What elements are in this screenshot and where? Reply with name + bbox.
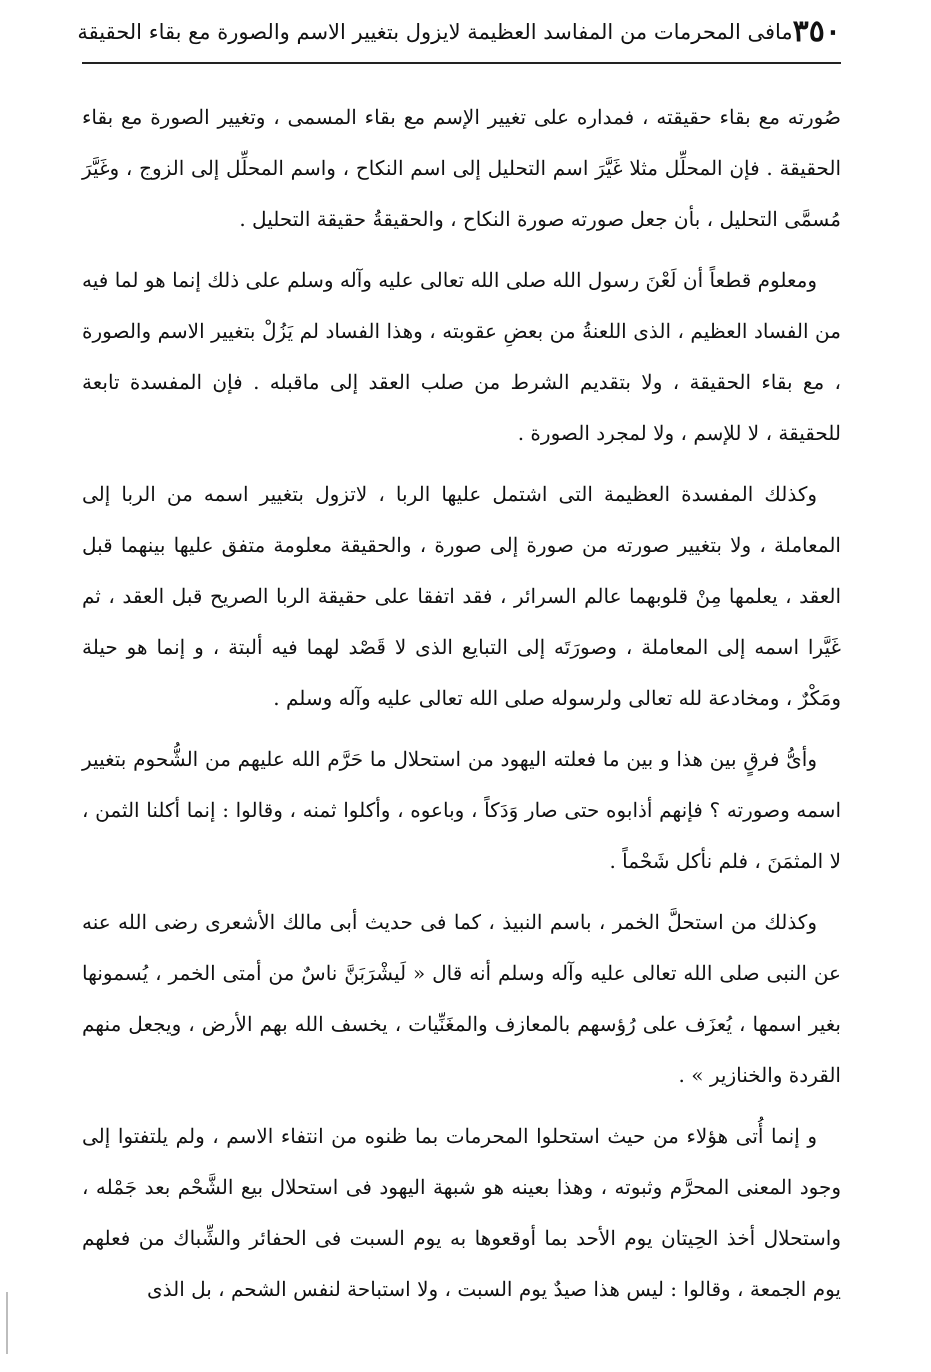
paragraph-4: وأىُّ فرقٍ بين هذا و بين ما فعلته اليهود من استحلال ما حَرَّم الله عليهم من الشُّحوم بتغيير اسمه وصورته ؟ فإنهم أذابوه حتى صار وَدَكاً ، وباعوه ، وأكلوا ثمنه ، وقالوا : إنما أكلنا الثمن ، لا المثمَنَ ، فلم نأكل شَحْماً .	[82, 747, 841, 873]
running-title: مافى المحرمات من المفاسد العظيمة لايزول بتغيير الاسم والصورة مع بقاء الحقيقة	[77, 20, 793, 44]
paragraph-6: و إنما أُتى هؤلاء من حيث استحلوا المحرمات بما ظنوه من انتفاء الاسم ، ولم يلتفتوا إلى وجود المعنى المحرَّم وثبوته ، وهذا بعينه هو شبهة اليهود فى استحلال بيع الشَّحْم بعد جَمْله ، واستحلال أخذ الحِيتان يوم الأحد بما أوقعوها به يوم السبت فى الحفائر والشِّباك من فعلهم يوم الجمعة ، وقالوا : ليس هذا صيدٌ يوم السبت ، ولا استباحة لنفس الشحم ، بل الذى	[82, 1124, 841, 1301]
paragraph-5: وكذلك من استحلَّ الخمر ، باسم النبيذ ، كما فى حديث أبى مالك الأشعرى رضى الله عنه عن النبى صلى الله تعالى عليه وآله وسلم أنه قال « لَيشْرَبَنَّ ناسٌ من أمتى الخمر ، يُسمونها بغير اسمها ، يُعزَف على رُؤسهم بالمعازف والمغَنِّيات ، يخسف الله بهم الأرض ، ويجعل منهم القردة والخنازير » .	[82, 910, 841, 1087]
page-header	[77, 12, 841, 52]
paragraph-1: صُورته مع بقاء حقيقته ، فمداره على تغيير الإسم مع بقاء المسمى ، وتغيير الصورة مع بقاء الحقيقة . فإن المحلِّل مثلا غَيَّرَ اسم التحليل إلى اسم النكاح ، واسم المحلِّل إلى الزوج ، وغَيَّرَ مُسمَّى التحليل ، بأن جعل صورته صورة النكاح ، والحقيقةُ حقيقة التحليل .	[82, 105, 841, 231]
paragraph-3: وكذلك المفسدة العظيمة التى اشتمل عليها الربا ، لاتزول بتغيير اسمه من الربا إلى المعاملة ، ولا بتغيير صورته من صورة إلى صورة ، والحقيقة معلومة متفق عليها بينهما قبل العقد ، يعلمها مِنْ قلوبهما عالم السرائر ، فقد اتفقا على حقيقة الربا الصريح قبل العقد ، ثم غَيَّرا اسمه إلى المعاملة ، وصورَتَه إلى التبايع الذى لا قَصْد لهما فيه ألبتة ، و إنما هو حيلة ومَكْرٌ ، ومخادعة لله تعالى ولرسوله صلى الله تعالى عليه وآله وسلم .	[82, 482, 841, 710]
header-divider	[82, 62, 841, 64]
page-number: ٣٥٠	[792, 14, 841, 49]
paragraph-2: ومعلوم قطعاً أن لَعْنَ رسول الله صلى الله تعالى عليه وآله وسلم على ذلك إنما هو لما فيه من الفساد العظيم ، الذى اللعنةُ من بعضِ عقوبته ، وهذا الفساد لم يَزُلْ بتغيير الاسم والصورة ، مع بقاء الحقيقة ، ولا بتقديم الشرط من صلب العقد إلى ماقبله . فإن المفسدة تابعة للحقيقة ، لا للإسم ، ولا لمجرد الصورة .	[82, 268, 841, 445]
main-text	[82, 92, 841, 1325]
scan-edge-mark	[6, 1292, 8, 1354]
